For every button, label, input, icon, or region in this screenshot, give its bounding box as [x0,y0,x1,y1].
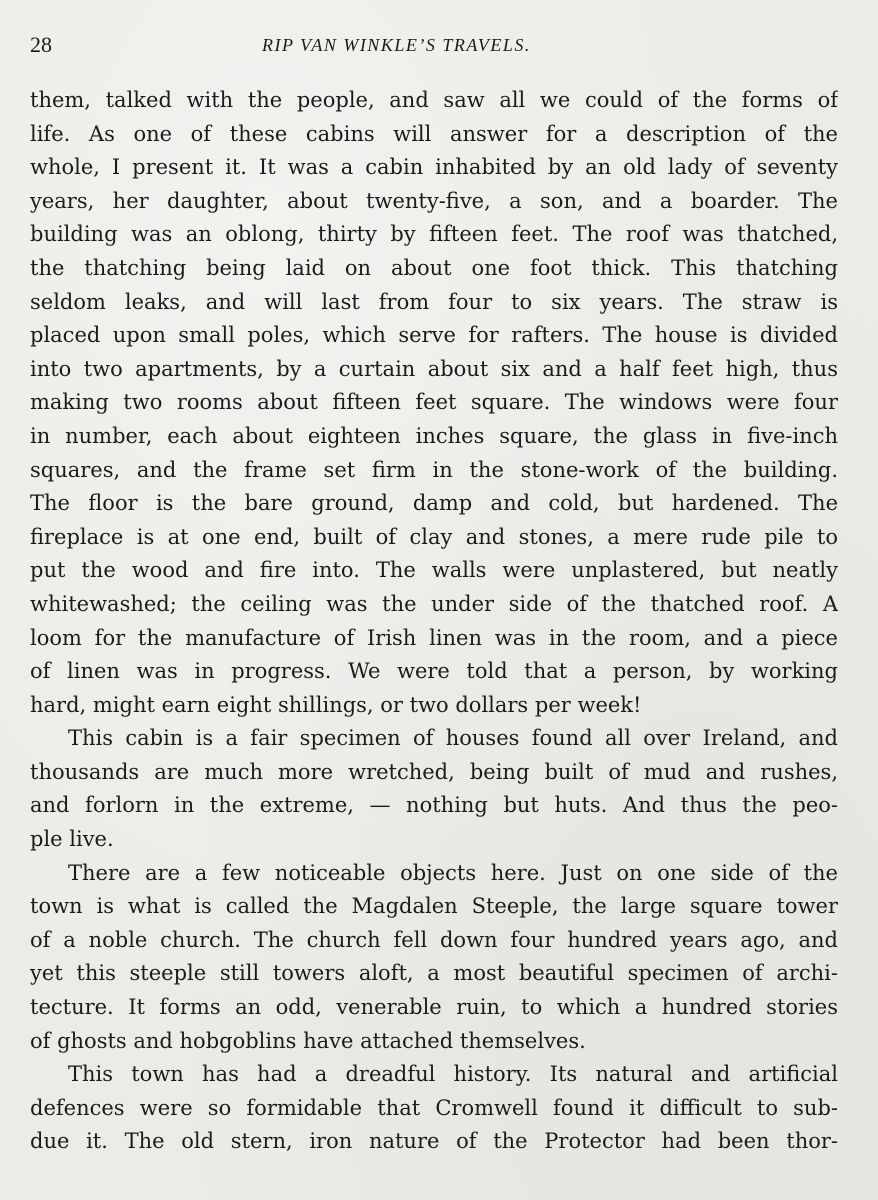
text-line: placed upon small poles, which serve for rafters. The house is divided [30,323,838,348]
text-line: in number, each about eighteen inches square, the glass in five-inch [30,423,838,448]
text-line: of a noble church. The church fell down four hundred years ago, and [30,927,838,952]
text-line: life. As one of these cabins will answer for a description of the [30,121,838,146]
paragraph [30,722,838,856]
text-line: This cabin is a fair specimen of houses found all over Ireland, and [68,726,838,751]
text-line: put the wood and fire into. The walls were unplastered, but neatly [30,558,838,583]
text-line: making two rooms about fifteen feet square. The windows were four [30,390,838,415]
text-line: into two apartments, by a curtain about six and a half feet high, thus [30,356,838,381]
text-line: yet this steeple still towers aloft, a most beautiful specimen of archi- [30,961,838,986]
text-line: whole, I present it. It was a cabin inhabited by an old lady of seventy [30,155,838,180]
running-title: RIP VAN WINKLE’S TRAVELS. [262,35,531,55]
page-number: 28 [30,32,52,57]
text-line: The floor is the bare ground, damp and cold, but hardened. The [30,491,838,516]
paragraph [30,857,838,1059]
text-line: of ghosts and hobgoblins have attached themselves. [30,1028,586,1053]
text-line: There are a few noticeable objects here. Just on one side of the [68,860,838,885]
text-line: This town has had a dreadful history. Its natural and artificial [68,1062,838,1087]
text-line: hard, might earn eight shillings, or two dollars per week! [30,692,642,717]
text-line: the thatching being laid on about one foot thick. This thatching [30,255,838,280]
paragraph [30,1058,838,1159]
paragraph [30,84,838,722]
text-line: and forlorn in the extreme, — nothing but huts. And thus the peo- [30,793,838,818]
text-line: defences were so formidable that Cromwell found it difficult to sub- [30,1095,838,1120]
text-line: ple live. [30,827,114,852]
text-line: whitewashed; the ceiling was the under side of the thatched roof. A [30,591,838,616]
text-line: fireplace is at one end, built of clay and stones, a mere rude pile to [30,524,838,549]
text-line: town is what is called the Magdalen Steeple, the large square tower [30,894,838,919]
text-line: years, her daughter, about twenty-five, a son, and a boarder. The [30,188,838,213]
running-head [30,32,838,62]
text-line: thousands are much more wretched, being built of mud and rushes, [30,759,838,784]
text-line: seldom leaks, and will last from four to six years. The straw is [30,289,838,314]
body-text [30,84,838,1159]
text-line: them, talked with the people, and saw all we could of the forms of [30,88,838,112]
text-line: squares, and the frame set firm in the stone-work of the building. [30,457,838,482]
text-line: of linen was in progress. We were told that a person, by working [30,659,838,684]
text-line: due it. The old stern, iron nature of the Protector had been thor- [30,1129,838,1154]
text-line: tecture. It forms an odd, venerable ruin, to which a hundred stories [30,995,838,1020]
text-line: loom for the manufacture of Irish linen was in the room, and a piece [30,625,838,650]
text-line: building was an oblong, thirty by fifteen feet. The roof was thatched, [30,222,838,247]
